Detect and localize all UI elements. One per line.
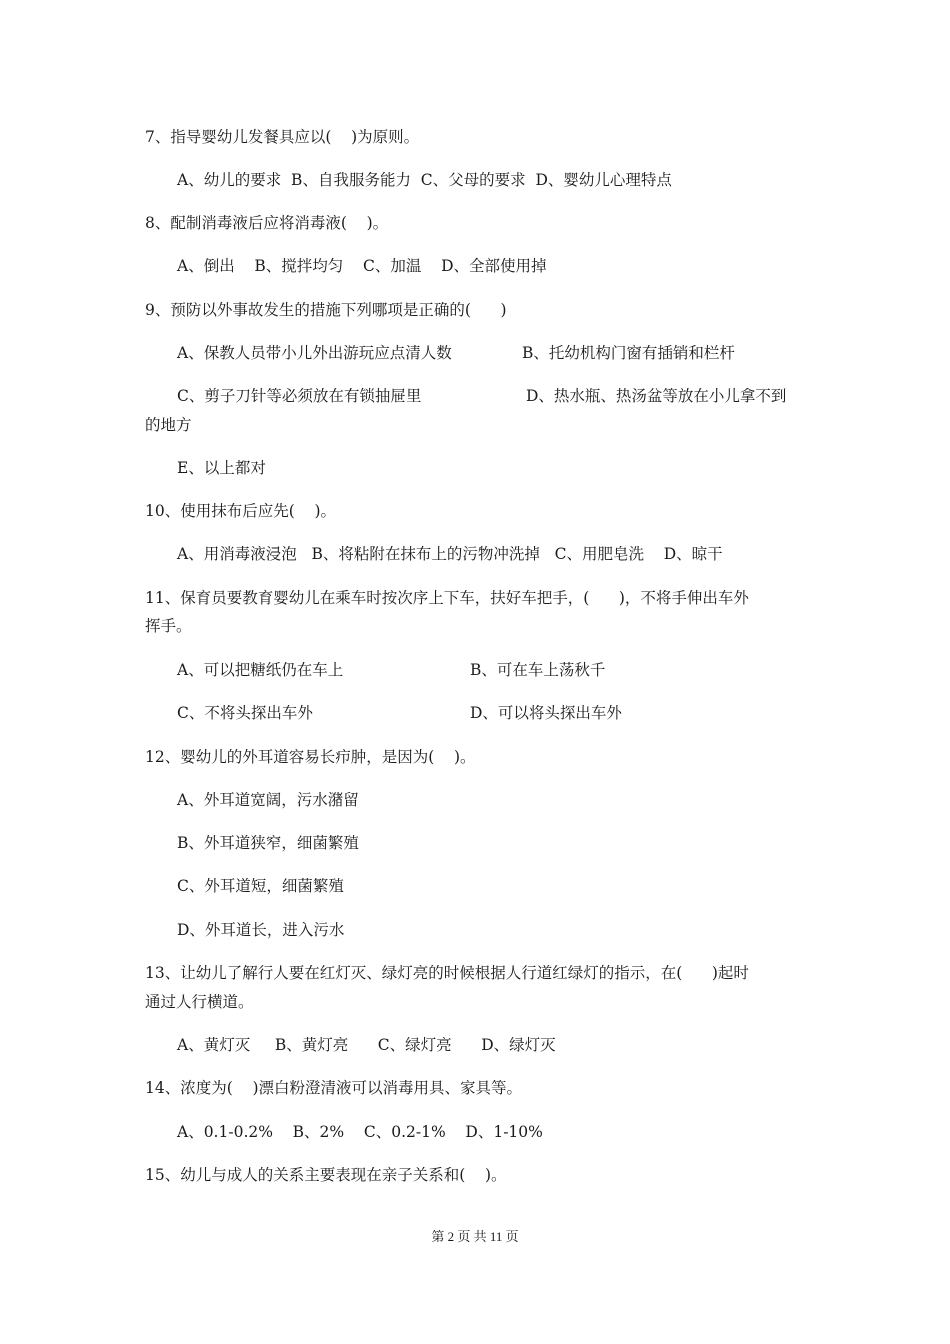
question-13-stem: 13、让幼儿了解行人要在红灯灭、绿灯亮的时候根据人行道红绿灯的指示，在( )起时 (145, 964, 749, 982)
question-10-options: A、用消毒液浸泡 B、将粘附在抹布上的污物冲洗掉 C、用肥皂洗 D、晾干 (177, 545, 723, 563)
question-9-stem: 9、预防以外事故发生的措施下列哪项是正确的( ) (145, 301, 507, 319)
question-12-option-a: A、外耳道宽阔，污水潴留 (177, 791, 359, 809)
question-13-stem-continued: 通过人行横道。 (145, 993, 254, 1011)
question-9-option-e: E、以上都对 (177, 459, 266, 477)
question-12-stem: 12、婴幼儿的外耳道容易长疖肿，是因为( )。 (145, 748, 476, 766)
question-9-option-b: B、托幼机构门窗有插销和栏杆 (522, 344, 735, 362)
question-12-option-d: D、外耳道长，进入污水 (177, 921, 345, 939)
question-9-option-d: D、热水瓶、热汤盆等放在小儿拿不到 (526, 387, 787, 405)
question-11-option-c: C、不将头探出车外 (177, 704, 313, 722)
question-8-stem: 8、配制消毒液后应将消毒液( )。 (145, 214, 389, 232)
question-13-options: A、黄灯灭 B、黄灯亮 C、绿灯亮 D、绿灯灭 (177, 1036, 556, 1054)
question-14-options: A、0.1-0.2% B、2% C、0.2-1% D、1-10% (177, 1123, 543, 1141)
question-7-options: A、幼儿的要求 B、自我服务能力 C、父母的要求 D、婴幼儿心理特点 (177, 171, 672, 189)
question-11-stem: 11、保育员要教育婴幼儿在乘车时按次序上下车，扶好车把手，( )，不将手伸出车外 (145, 589, 749, 607)
question-14-stem: 14、浓度为( )漂白粉澄清液可以消毒用具、家具等。 (145, 1079, 523, 1097)
question-11-option-b: B、可在车上荡秋千 (470, 661, 606, 679)
question-9-option-c: C、剪子刀针等必须放在有锁抽屉里 (177, 387, 422, 405)
question-11-option-a: A、可以把糖纸仍在车上 (177, 661, 344, 679)
question-12-option-c: C、外耳道短，细菌繁殖 (177, 877, 344, 895)
question-8-options: A、倒出 B、搅拌均匀 C、加温 D、全部使用掉 (177, 257, 547, 275)
page-number-footer: 第 2 页 共 11 页 (431, 1229, 519, 1244)
question-7-stem: 7、指导婴幼儿发餐具应以( )为原则。 (145, 128, 420, 146)
question-11-option-d: D、可以将头探出车外 (470, 704, 622, 722)
question-9-option-a: A、保教人员带小儿外出游玩应点清人数 (177, 344, 452, 362)
question-9-option-d-continued: 的地方 (145, 416, 192, 434)
question-12-option-b: B、外耳道狭窄，细菌繁殖 (177, 834, 359, 852)
question-15-stem: 15、幼儿与成人的关系主要表现在亲子关系和( )。 (145, 1166, 507, 1184)
question-11-stem-continued: 挥手。 (145, 617, 192, 635)
question-10-stem: 10、使用抹布后应先( )。 (145, 502, 337, 520)
